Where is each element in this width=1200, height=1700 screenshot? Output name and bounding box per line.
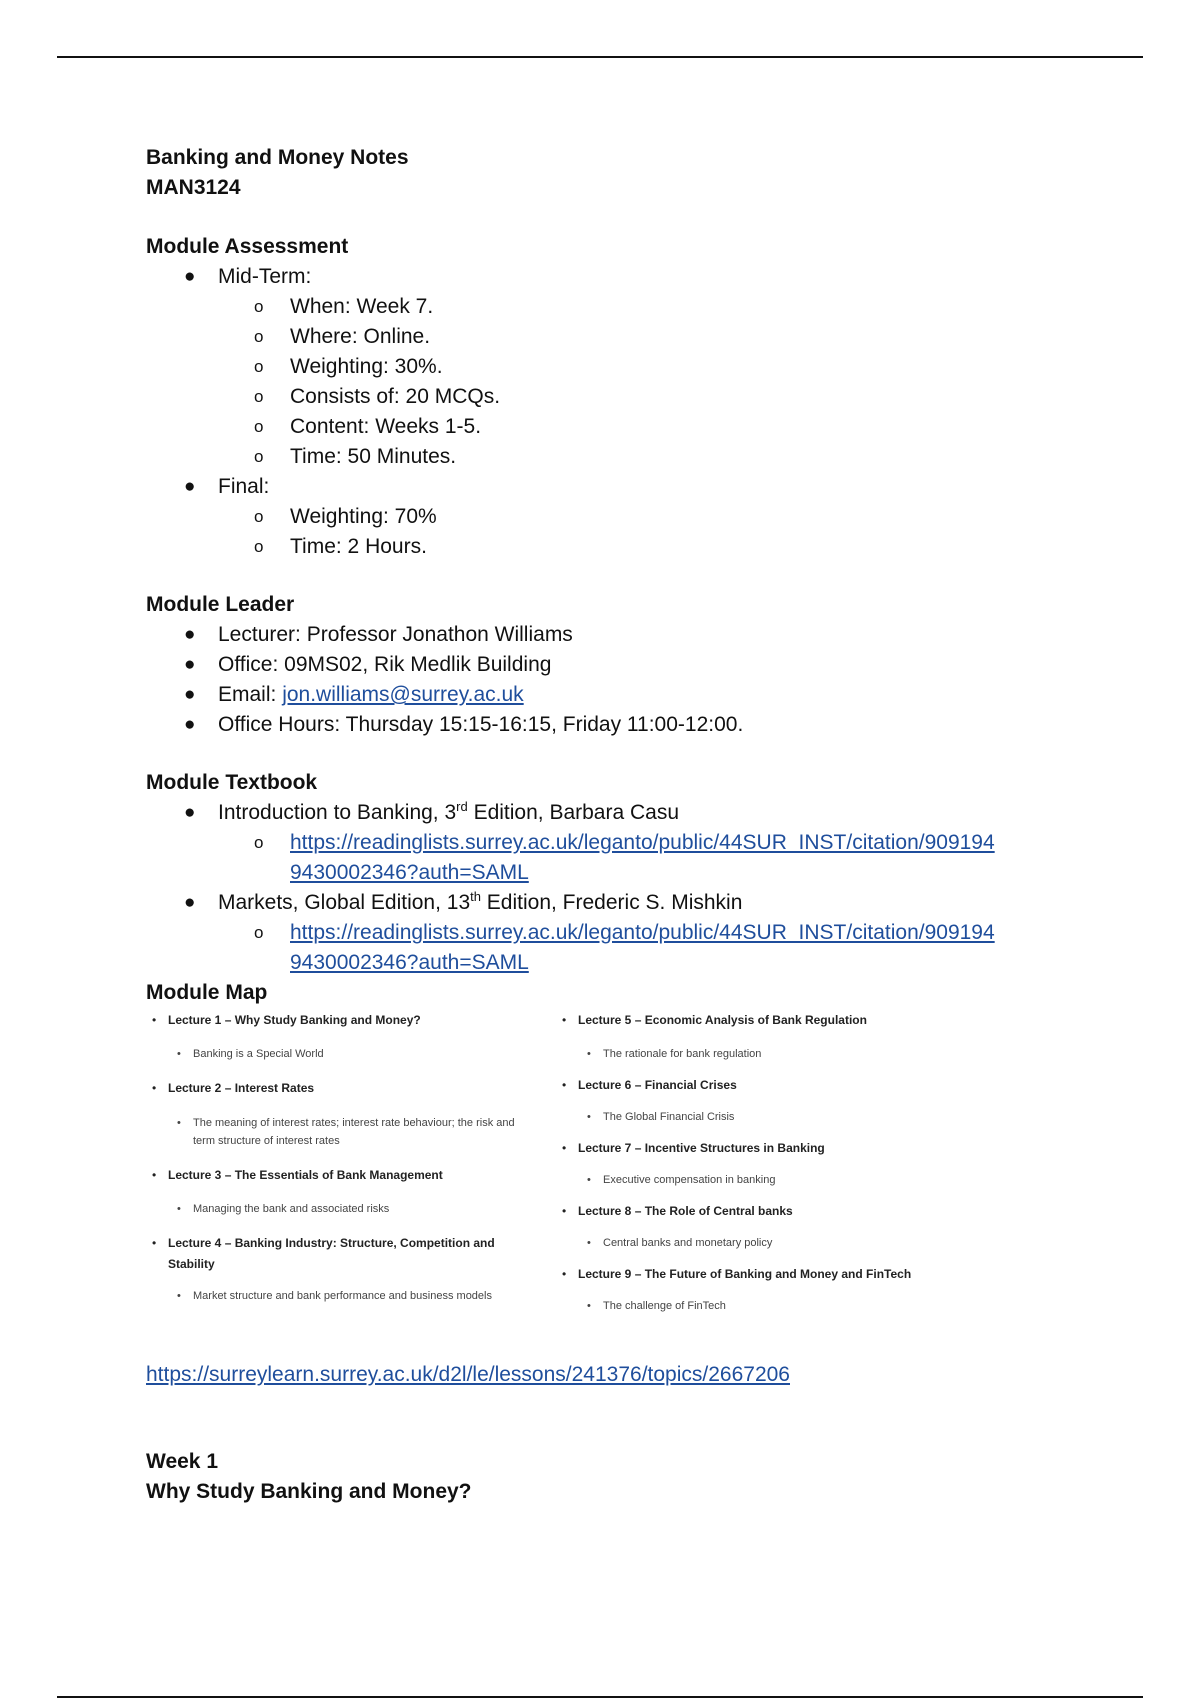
map-topic: • Managing the bank and associated risks — [177, 1203, 390, 1215]
list-item: ● Final: — [184, 475, 270, 498]
textbook-list — [146, 798, 1126, 978]
list-item: o Consists of: 20 MCQs. — [254, 385, 501, 408]
list-item: ● Office Hours: Thursday 15:15-16:15, Friday 11:00-12:00. — [184, 713, 744, 736]
map-lecture: • Lecture 3 – The Essentials of Bank Management — [152, 1168, 443, 1182]
map-topic: • The challenge of FinTech — [587, 1300, 726, 1312]
list-item: o https://readinglists.surrey.ac.uk/leganto/public/44SUR_INST/citation/909194 9430002346?auth=SAML — [254, 831, 995, 884]
surreylearn-link[interactable]: https://surreylearn.surrey.ac.uk/d2l/le/lessons/241376/topics/2667206 — [146, 1363, 790, 1386]
map-lecture: • Lecture 5 – Economic Analysis of Bank Regulation — [562, 1013, 867, 1027]
map-topic: • The meaning of interest rates; interest rate behaviour; the risk and term structure of interest rates — [177, 1117, 515, 1147]
map-lecture: • Lecture 1 – Why Study Banking and Money? — [152, 1013, 421, 1027]
bottom-rule — [57, 1696, 1143, 1698]
module-map — [146, 1010, 946, 1340]
document-title: Banking and Money Notes — [146, 146, 409, 169]
document-body — [146, 143, 1126, 1340]
reading-list-link[interactable]: https://readinglists.surrey.ac.uk/leganto/public/44SUR_INST/citation/909194 9430002346?auth=SAML — [290, 921, 995, 974]
map-lecture: • Lecture 2 – Interest Rates — [152, 1081, 315, 1095]
list-item: ● Introduction to Banking, 3rd Edition, Barbara Casu — [184, 799, 680, 824]
list-item: ● Lecturer: Professor Jonathon Williams — [184, 623, 573, 646]
list-item: ● Markets, Global Edition, 13th Edition, Frederic S. Mishkin — [184, 889, 743, 914]
list-item: o Time: 50 Minutes. — [254, 445, 457, 468]
list-item: o When: Week 7. — [254, 295, 434, 318]
map-lecture: • Lecture 9 – The Future of Banking and Money and FinTech — [562, 1267, 912, 1281]
map-lecture: • Lecture 4 – Banking Industry: Structure, Competition and Stability — [152, 1236, 495, 1271]
module-code: MAN3124 — [146, 176, 241, 199]
list-item: ● Email: jon.williams@surrey.ac.uk — [184, 683, 524, 706]
list-item: ● Office: 09MS02, Rik Medlik Building — [184, 653, 552, 676]
reading-list-link[interactable]: https://readinglists.surrey.ac.uk/leganto/public/44SUR_INST/citation/909194 9430002346?auth=SAML — [290, 831, 995, 884]
leader-list — [146, 620, 1126, 740]
map-topic: • Executive compensation in banking — [587, 1174, 776, 1186]
map-heading: Module Map — [146, 981, 268, 1004]
leader-heading: Module Leader — [146, 593, 295, 616]
week-section — [146, 1447, 472, 1507]
module-map-right-column — [556, 1010, 956, 1315]
map-topic: • Central banks and monetary policy — [587, 1237, 773, 1249]
map-lecture: • Lecture 7 – Incentive Structures in Banking — [562, 1141, 825, 1155]
map-topic: • Banking is a Special World — [177, 1048, 324, 1060]
list-item: o Where: Online. — [254, 325, 431, 348]
map-topic: • The rationale for bank regulation — [587, 1048, 762, 1060]
week-label: Week 1 — [146, 1450, 218, 1473]
surreylearn-link-wrapper — [146, 1360, 790, 1390]
top-rule — [57, 56, 1143, 58]
map-topic: • Market structure and bank performance and business models — [177, 1290, 492, 1302]
email-link[interactable]: jon.williams@surrey.ac.uk — [282, 683, 524, 706]
map-topic: • The Global Financial Crisis — [587, 1111, 735, 1123]
textbook-heading: Module Textbook — [146, 771, 318, 794]
list-item: ● Mid-Term: — [184, 265, 312, 288]
assessment-list — [146, 262, 1126, 562]
assessment-heading: Module Assessment — [146, 235, 349, 258]
module-map-left-column — [146, 1010, 546, 1305]
list-item: o Weighting: 30%. — [254, 355, 443, 378]
week-title: Why Study Banking and Money? — [146, 1480, 472, 1503]
list-item: o Time: 2 Hours. — [254, 535, 427, 558]
list-item: o https://readinglists.surrey.ac.uk/leganto/public/44SUR_INST/citation/909194 9430002346?auth=SAML — [254, 921, 995, 974]
map-lecture: • Lecture 8 – The Role of Central banks — [562, 1204, 793, 1218]
map-lecture: • Lecture 6 – Financial Crises — [562, 1078, 737, 1092]
list-item: o Content: Weeks 1-5. — [254, 415, 482, 438]
list-item: o Weighting: 70% — [254, 505, 437, 528]
